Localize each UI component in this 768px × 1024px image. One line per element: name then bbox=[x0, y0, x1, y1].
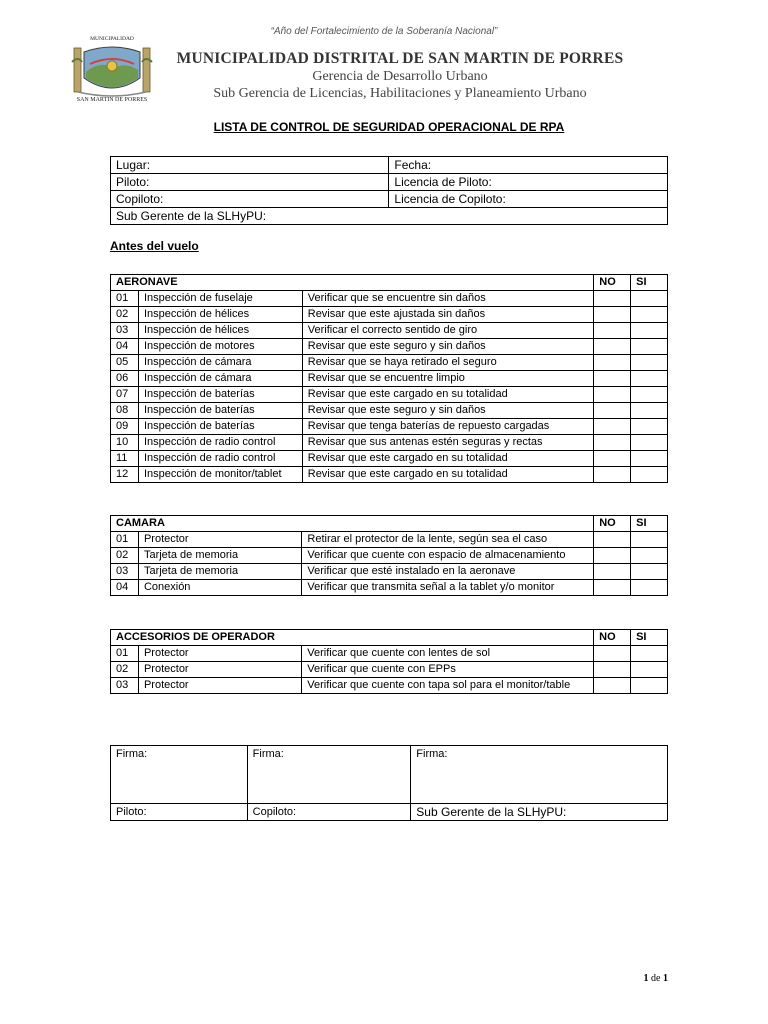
item-number: 11 bbox=[111, 451, 139, 467]
camara-table bbox=[110, 515, 668, 596]
document-header bbox=[160, 50, 640, 102]
no-checkbox-cell[interactable] bbox=[594, 387, 631, 403]
section-title: Antes del vuelo bbox=[110, 239, 199, 253]
item-name: Tarjeta de memoria bbox=[138, 548, 301, 564]
si-checkbox-cell[interactable] bbox=[631, 339, 668, 355]
si-checkbox-cell[interactable] bbox=[631, 451, 668, 467]
item-name: Inspección de hélices bbox=[138, 323, 302, 339]
si-checkbox-cell[interactable] bbox=[631, 355, 668, 371]
sub-gerente-field[interactable]: Sub Gerente de la SLHyPU: bbox=[111, 208, 668, 225]
table-row bbox=[111, 307, 668, 323]
si-checkbox-cell[interactable] bbox=[631, 564, 668, 580]
item-number: 04 bbox=[111, 339, 139, 355]
no-checkbox-cell[interactable] bbox=[594, 678, 631, 694]
item-number: 02 bbox=[111, 548, 139, 564]
crest-bottom-text: SAN MARTIN DE PORRES bbox=[76, 97, 148, 103]
piloto-field[interactable]: Piloto: bbox=[111, 174, 389, 191]
si-header: SI bbox=[631, 275, 668, 291]
no-checkbox-cell[interactable] bbox=[594, 564, 631, 580]
no-checkbox-cell[interactable] bbox=[594, 323, 631, 339]
table-row bbox=[111, 355, 668, 371]
accesorios-title: ACCESORIOS DE OPERADOR bbox=[111, 630, 594, 646]
table-row bbox=[111, 564, 668, 580]
si-checkbox-cell[interactable] bbox=[631, 435, 668, 451]
table-row bbox=[111, 419, 668, 435]
motto-text: “Año del Fortalecimiento de la Soberanía Nacional” bbox=[270, 26, 498, 37]
item-name: Inspección de baterías bbox=[138, 403, 302, 419]
item-number: 05 bbox=[111, 355, 139, 371]
item-name: Inspección de fuselaje bbox=[138, 291, 302, 307]
crest-top-text: MUNICIPALIDAD bbox=[90, 36, 134, 42]
no-checkbox-cell[interactable] bbox=[594, 467, 631, 483]
table-row bbox=[111, 548, 668, 564]
item-number: 01 bbox=[111, 646, 139, 662]
no-header: NO bbox=[594, 630, 631, 646]
info-table bbox=[110, 156, 668, 225]
si-checkbox-cell[interactable] bbox=[631, 646, 668, 662]
fecha-field[interactable]: Fecha: bbox=[389, 157, 668, 174]
table-row bbox=[111, 467, 668, 483]
firma-copiloto-box[interactable]: Firma: bbox=[247, 746, 411, 804]
item-check: Verificar que cuente con lentes de sol bbox=[302, 646, 594, 662]
table-row bbox=[111, 580, 668, 596]
item-name: Protector bbox=[138, 532, 301, 548]
si-checkbox-cell[interactable] bbox=[631, 467, 668, 483]
no-checkbox-cell[interactable] bbox=[594, 532, 631, 548]
item-name: Inspección de radio control bbox=[138, 435, 302, 451]
accesorios-table bbox=[110, 629, 668, 694]
item-name: Inspección de radio control bbox=[138, 451, 302, 467]
item-number: 12 bbox=[111, 467, 139, 483]
municipality-name: MUNICIPALIDAD DISTRITAL DE SAN MARTIN DE PORRES bbox=[176, 50, 624, 67]
item-check: Verificar que cuente con tapa sol para el monitor/table bbox=[302, 678, 594, 694]
si-header: SI bbox=[631, 630, 668, 646]
item-name: Inspección de motores bbox=[138, 339, 302, 355]
no-checkbox-cell[interactable] bbox=[594, 339, 631, 355]
table-row bbox=[111, 646, 668, 662]
si-checkbox-cell[interactable] bbox=[631, 371, 668, 387]
table-row bbox=[111, 451, 668, 467]
table-row bbox=[111, 339, 668, 355]
page-total: 1 bbox=[663, 973, 668, 984]
sub-department-name: Sub Gerencia de Licencias, Habilitaciones y Planeamiento Urbano bbox=[213, 86, 587, 101]
no-checkbox-cell[interactable] bbox=[594, 580, 631, 596]
item-number: 03 bbox=[111, 323, 139, 339]
item-number: 10 bbox=[111, 435, 139, 451]
item-check: Revisar que este seguro y sin daños bbox=[302, 339, 594, 355]
item-name: Inspección de baterías bbox=[138, 419, 302, 435]
item-name: Conexión bbox=[138, 580, 301, 596]
no-checkbox-cell[interactable] bbox=[594, 451, 631, 467]
table-row bbox=[111, 662, 668, 678]
item-check: Revisar que se encuentre limpio bbox=[302, 371, 594, 387]
firma-sub-gerente-box[interactable]: Firma: bbox=[411, 746, 668, 804]
item-check: Revisar que este ajustada sin daños bbox=[302, 307, 594, 323]
sub-gerente-label: Sub Gerente de la SLHyPU: bbox=[411, 804, 668, 821]
table-row bbox=[111, 387, 668, 403]
licencia-piloto-field[interactable]: Licencia de Piloto: bbox=[389, 174, 668, 191]
no-checkbox-cell[interactable] bbox=[594, 307, 631, 323]
si-checkbox-cell[interactable] bbox=[631, 387, 668, 403]
copiloto-field[interactable]: Copiloto: bbox=[111, 191, 389, 208]
item-name: Inspección de monitor/tablet bbox=[138, 467, 302, 483]
page-current: 1 bbox=[643, 973, 649, 984]
no-header: NO bbox=[594, 516, 631, 532]
signature-table bbox=[110, 745, 668, 821]
table-row bbox=[111, 323, 668, 339]
item-check: Verificar que cuente con EPPs bbox=[302, 662, 594, 678]
item-name: Inspección de cámara bbox=[138, 355, 302, 371]
item-name: Inspección de baterías bbox=[138, 387, 302, 403]
item-number: 09 bbox=[111, 419, 139, 435]
si-checkbox-cell[interactable] bbox=[631, 580, 668, 596]
item-number: 02 bbox=[111, 662, 139, 678]
si-checkbox-cell[interactable] bbox=[631, 323, 668, 339]
no-checkbox-cell[interactable] bbox=[594, 419, 631, 435]
licencia-copiloto-field[interactable]: Licencia de Copiloto: bbox=[389, 191, 668, 208]
item-number: 02 bbox=[111, 307, 139, 323]
item-check: Verificar que cuente con espacio de almacenamiento bbox=[302, 548, 594, 564]
table-row bbox=[111, 532, 668, 548]
no-checkbox-cell[interactable] bbox=[594, 646, 631, 662]
lugar-field[interactable]: Lugar: bbox=[111, 157, 389, 174]
item-check: Verificar que se encuentre sin daños bbox=[302, 291, 594, 307]
item-check: Retirar el protector de la lente, según sea el caso bbox=[302, 532, 594, 548]
item-check: Revisar que se haya retirado el seguro bbox=[302, 355, 594, 371]
item-check: Revisar que este seguro y sin daños bbox=[302, 403, 594, 419]
no-checkbox-cell[interactable] bbox=[594, 355, 631, 371]
item-check: Verificar que transmita señal a la tablet y/o monitor bbox=[302, 580, 594, 596]
item-number: 03 bbox=[111, 678, 139, 694]
item-name: Inspección de cámara bbox=[138, 371, 302, 387]
no-checkbox-cell[interactable] bbox=[594, 291, 631, 307]
item-check: Revisar que sus antenas estén seguras y rectas bbox=[302, 435, 594, 451]
item-name: Protector bbox=[138, 646, 301, 662]
no-checkbox-cell[interactable] bbox=[594, 662, 631, 678]
firma-piloto-box[interactable]: Firma: bbox=[111, 746, 248, 804]
page-number bbox=[644, 973, 668, 984]
table-row bbox=[111, 678, 668, 694]
item-number: 01 bbox=[111, 291, 139, 307]
si-checkbox-cell[interactable] bbox=[631, 532, 668, 548]
copiloto-label: Copiloto: bbox=[247, 804, 411, 821]
document-title: LISTA DE CONTROL DE SEGURIDAD OPERACIONAL DE RPA bbox=[213, 120, 565, 134]
item-check: Revisar que tenga baterías de repuesto cargadas bbox=[302, 419, 594, 435]
item-check: Revisar que este cargado en su totalidad bbox=[302, 451, 594, 467]
item-name: Protector bbox=[138, 678, 301, 694]
municipal-crest-icon bbox=[70, 36, 154, 108]
item-check: Revisar que este cargado en su totalidad bbox=[302, 387, 594, 403]
aeronave-title: AERONAVE bbox=[111, 275, 594, 291]
item-name: Inspección de hélices bbox=[138, 307, 302, 323]
si-checkbox-cell[interactable] bbox=[631, 678, 668, 694]
no-header: NO bbox=[594, 275, 631, 291]
table-row bbox=[111, 435, 668, 451]
si-checkbox-cell[interactable] bbox=[631, 548, 668, 564]
table-row bbox=[111, 371, 668, 387]
item-number: 07 bbox=[111, 387, 139, 403]
si-header: SI bbox=[631, 516, 668, 532]
table-row bbox=[111, 403, 668, 419]
item-number: 01 bbox=[111, 532, 139, 548]
item-number: 08 bbox=[111, 403, 139, 419]
department-name: Gerencia de Desarrollo Urbano bbox=[312, 69, 488, 84]
item-number: 06 bbox=[111, 371, 139, 387]
si-checkbox-cell[interactable] bbox=[631, 307, 668, 323]
aeronave-table bbox=[110, 274, 668, 483]
item-name: Protector bbox=[138, 662, 301, 678]
si-checkbox-cell[interactable] bbox=[631, 291, 668, 307]
camara-title: CAMARA bbox=[111, 516, 594, 532]
item-name: Tarjeta de memoria bbox=[138, 564, 301, 580]
page-of: de bbox=[651, 973, 661, 984]
piloto-label: Piloto: bbox=[111, 804, 248, 821]
item-number: 03 bbox=[111, 564, 139, 580]
si-checkbox-cell[interactable] bbox=[631, 403, 668, 419]
no-checkbox-cell[interactable] bbox=[594, 371, 631, 387]
si-checkbox-cell[interactable] bbox=[631, 419, 668, 435]
table-row bbox=[111, 291, 668, 307]
item-check: Verificar el correcto sentido de giro bbox=[302, 323, 594, 339]
no-checkbox-cell[interactable] bbox=[594, 548, 631, 564]
item-check: Revisar que este cargado en su totalidad bbox=[302, 467, 594, 483]
no-checkbox-cell[interactable] bbox=[594, 403, 631, 419]
no-checkbox-cell[interactable] bbox=[594, 435, 631, 451]
item-check: Verificar que esté instalado en la aeronave bbox=[302, 564, 594, 580]
si-checkbox-cell[interactable] bbox=[631, 662, 668, 678]
item-number: 04 bbox=[111, 580, 139, 596]
